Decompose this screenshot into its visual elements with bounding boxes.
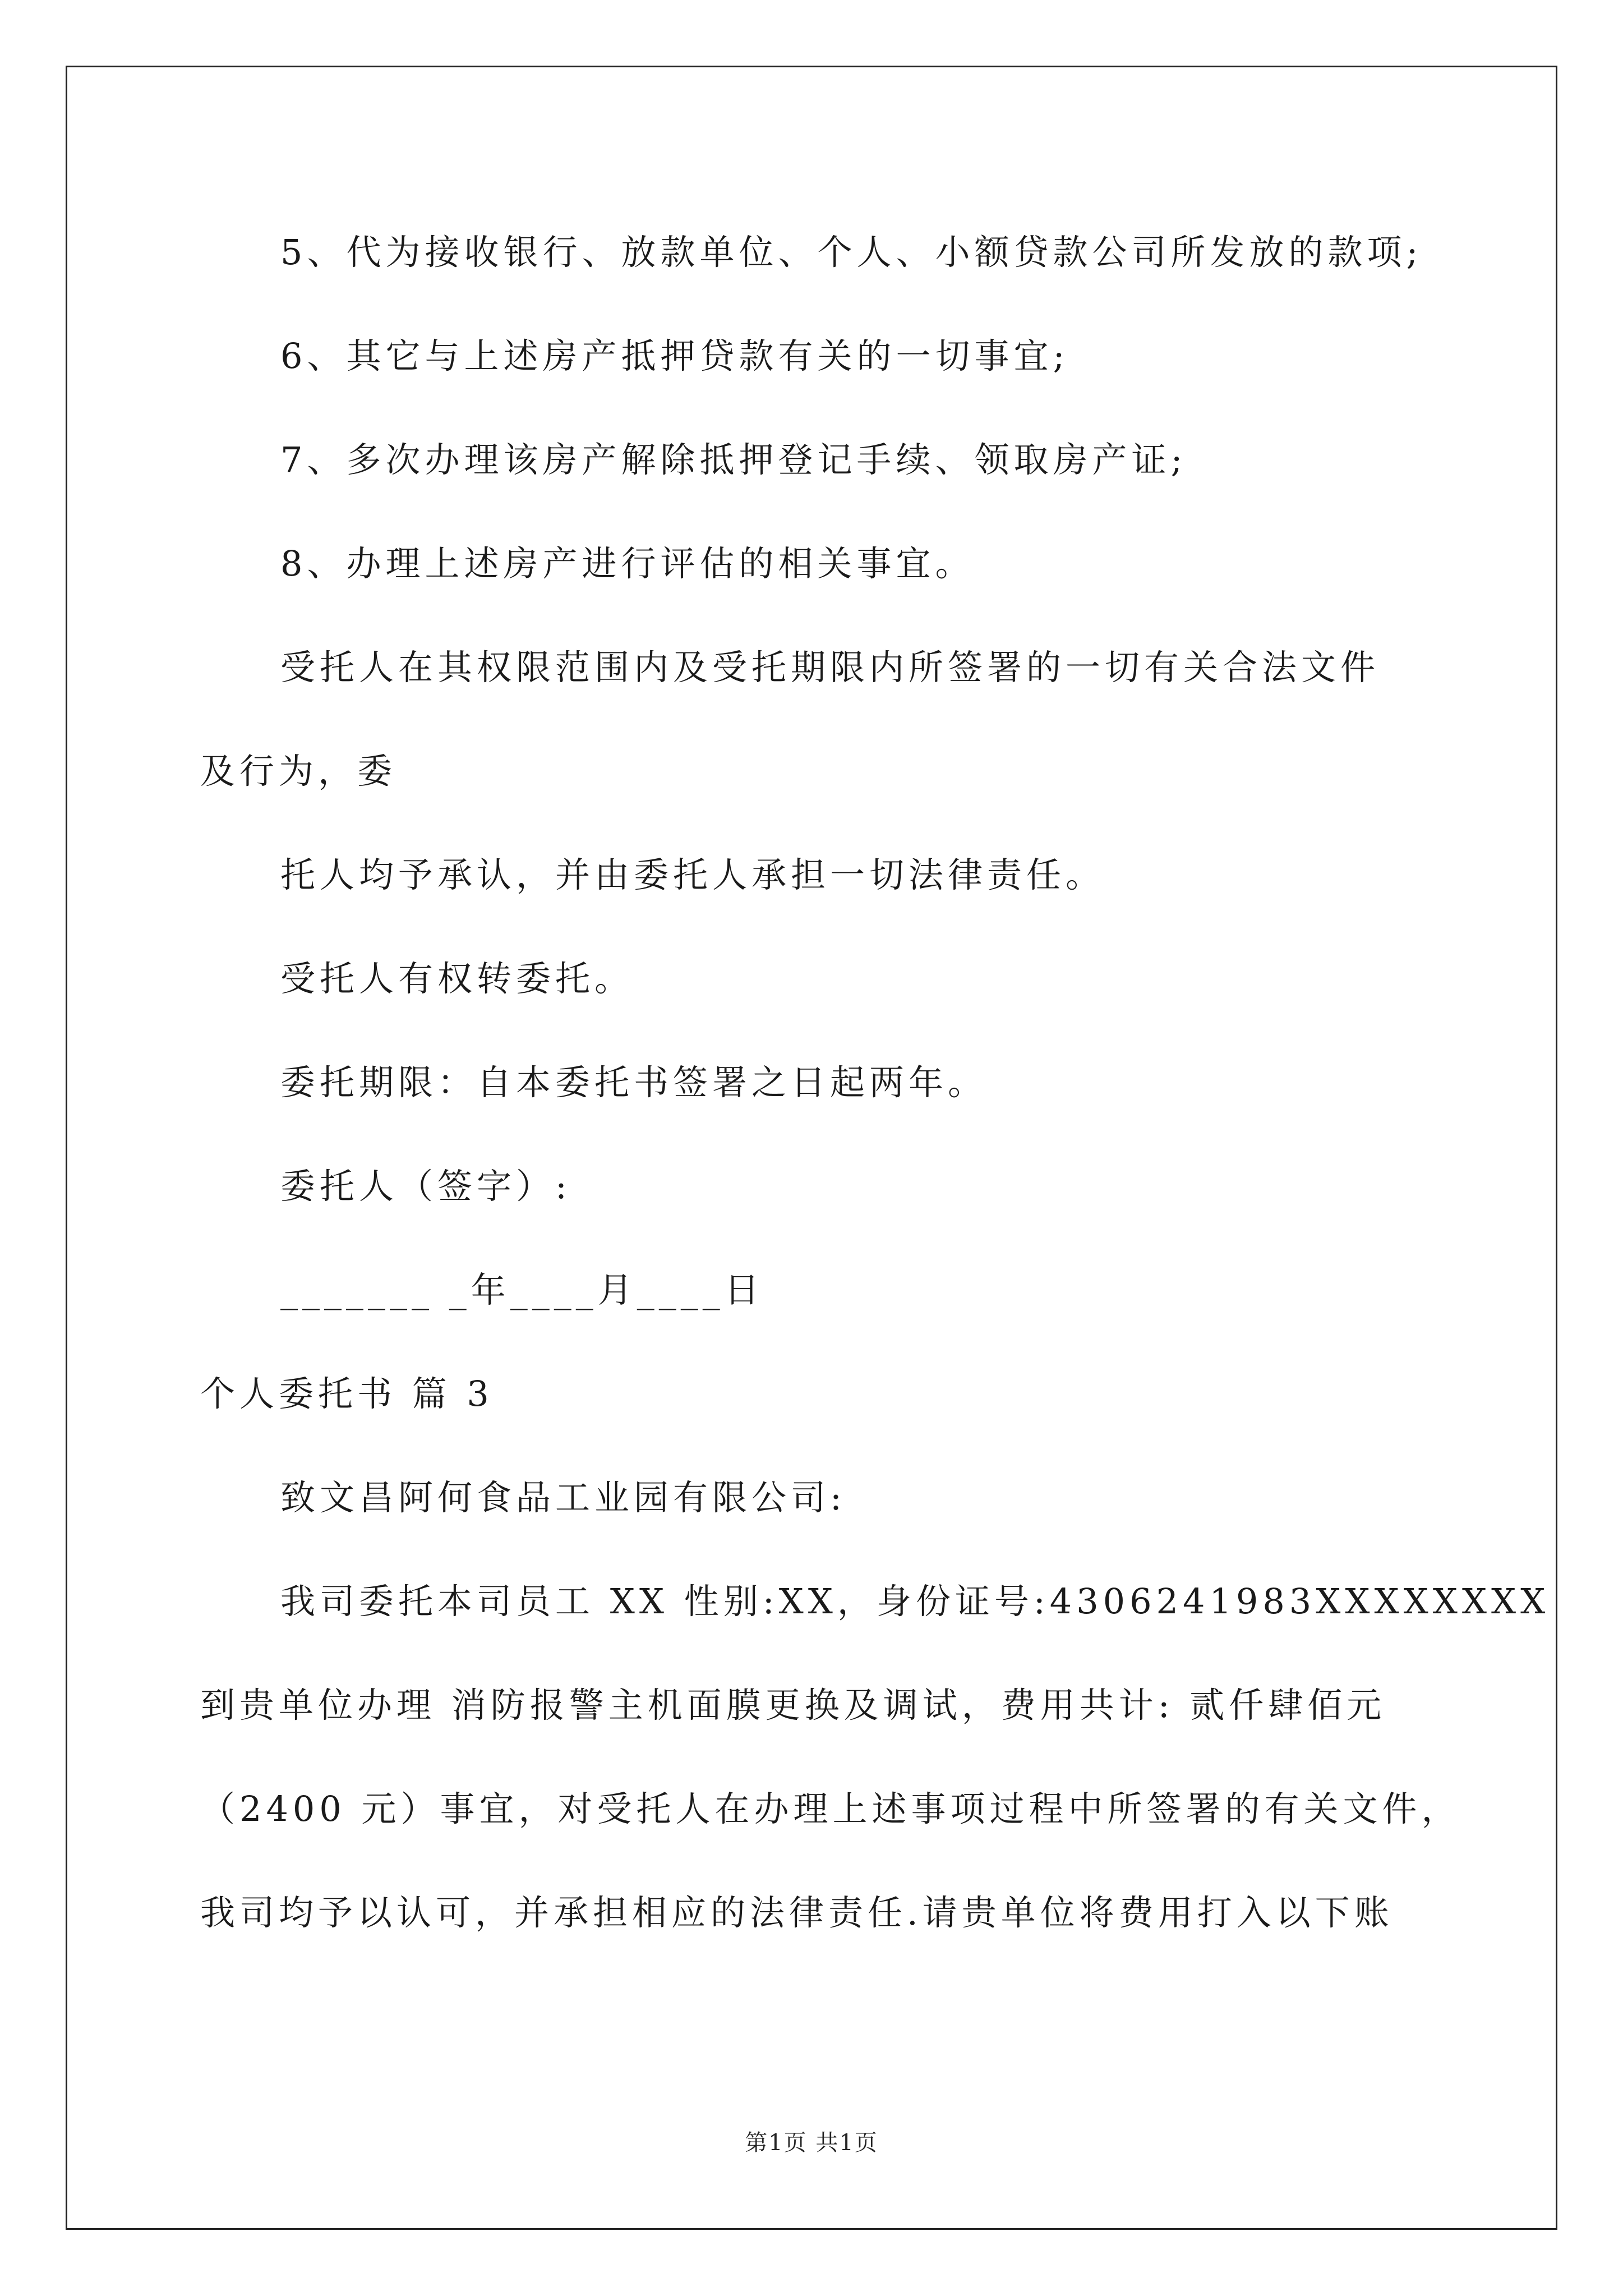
body-paragraph-line-2: 到贵单位办理 消防报警主机面膜更换及调试，费用共计: 贰仟肆佰元 xyxy=(200,1685,1386,1726)
addressee-line: 致文昌阿何食品工业园有限公司: xyxy=(280,1477,846,1518)
date-line: _______ _年____月____日 xyxy=(280,1269,764,1310)
authority-paragraph-line-3: 托人均予承认，并由委托人承担一切法律责任。 xyxy=(280,854,1105,895)
item-8-line: 8、办理上述房产进行评估的相关事宜。 xyxy=(280,543,975,584)
item-7-line: 7、多次办理该房产解除抵押登记手续、领取房产证; xyxy=(280,439,1187,480)
signature-line: 委托人（签字）: xyxy=(280,1166,571,1207)
body-paragraph-line-1: 我司委托本司员工 XX 性别:XX，身份证号:4306241983XXXXXXXX xyxy=(280,1581,1550,1622)
section-heading: 个人委托书 篇 3 xyxy=(200,1373,494,1414)
body-paragraph-line-3: （2400 元）事宜，对受托人在办理上述事项过程中所签署的有关文件， xyxy=(200,1788,1461,1829)
authority-paragraph-line-2: 及行为，委 xyxy=(200,751,397,792)
body-paragraph-line-4: 我司均予以认可，并承担相应的法律责任.请贵单位将费用打入以下账 xyxy=(200,1892,1394,1933)
item-6-line: 6、其它与上述房产抵押贷款有关的一切事宜; xyxy=(280,335,1069,376)
term-line: 委托期限：自本委托书签署之日起两年。 xyxy=(280,1062,988,1103)
item-5-line: 5、代为接收银行、放款单位、个人、小额贷款公司所发放的款项; xyxy=(280,232,1423,273)
sub-delegation-line: 受托人有权转委托。 xyxy=(280,958,634,999)
authority-paragraph-line-1: 受托人在其权限范围内及受托期限内所签署的一切有关合法文件 xyxy=(280,647,1380,688)
page-footer: 第1页 共1页 xyxy=(745,2130,878,2156)
